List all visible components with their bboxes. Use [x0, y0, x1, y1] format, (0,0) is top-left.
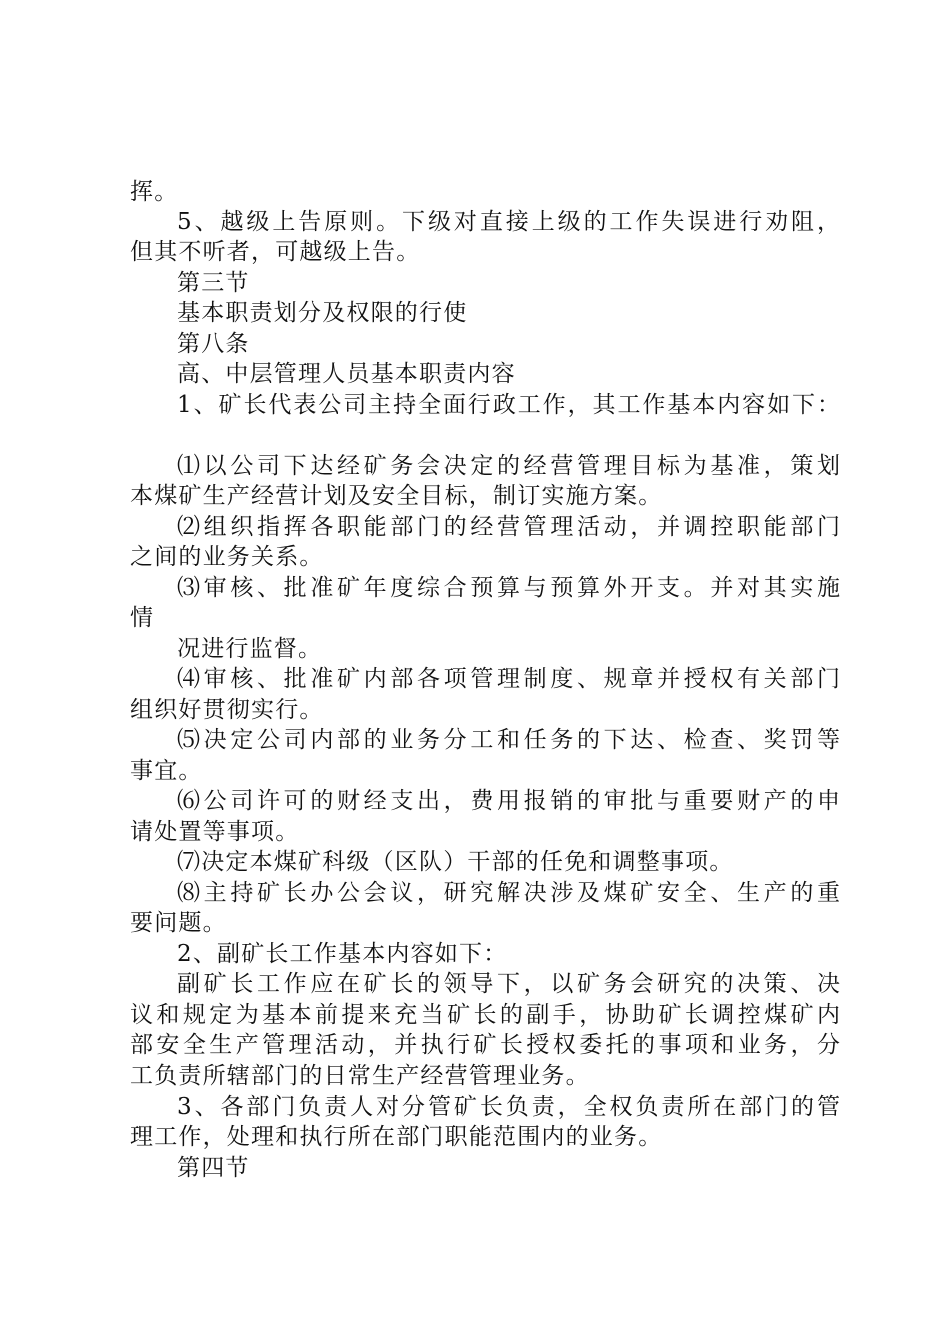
- list-item: ⑵组织指挥各职能部门的经营管理活动，并调控职能部门: [177, 514, 840, 540]
- section-title: 基本职责划分及权限的行使: [177, 300, 468, 326]
- list-item: ⑸决定公司内部的业务分工和任务的下达、检查、奖罚等: [177, 727, 840, 753]
- text-line: 挥。: [130, 179, 179, 205]
- list-item: ⑴以公司下达经矿务会决定的经营管理目标为基准，策划: [177, 453, 840, 479]
- text-line: 事宜。: [130, 758, 203, 784]
- text-line: 本煤矿生产经营计划及安全目标，制订实施方案。: [130, 483, 663, 509]
- section-heading: 第三节: [177, 270, 250, 296]
- text-line: 1、矿长代表公司主持全面行政工作，其工作基本内容如下：: [177, 392, 840, 418]
- text-line: 议和规定为基本前提来充当矿长的副手，协助矿长调控煤矿内: [130, 1002, 840, 1028]
- text-line: 情: [130, 605, 155, 631]
- text-line: 组织好贯彻实行。: [130, 697, 324, 723]
- list-item: ⑶审核、批准矿年度综合预算与预算外开支。并对其实施: [177, 575, 840, 601]
- text-line: 2、副矿长工作基本内容如下：: [177, 941, 508, 967]
- text-line: 部安全生产管理活动，并执行矿长授权委托的事项和业务，分: [130, 1032, 840, 1058]
- text-line: 副矿长工作应在矿长的领导下，以矿务会研究的决策、决: [177, 971, 840, 997]
- text-line: 况进行监督。: [177, 636, 323, 662]
- article-title: 高、中层管理人员基本职责内容: [177, 361, 516, 387]
- text-line: 工负责所辖部门的日常生产经营管理业务。: [130, 1063, 590, 1089]
- text-line: 3、各部门负责人对分管矿长负责，全权负责所在部门的管: [177, 1094, 840, 1120]
- list-item: ⑺决定本煤矿科级（区队）干部的任免和调整事项。: [177, 849, 734, 875]
- text-line: 要问题。: [130, 910, 227, 936]
- text-line: 之间的业务关系。: [130, 544, 324, 570]
- text-line: 5、越级上告原则。下级对直接上级的工作失误进行劝阻，: [177, 209, 840, 235]
- list-item: ⑷审核、批准矿内部各项管理制度、规章并授权有关部门: [177, 666, 840, 692]
- text-line: 请处置等事项。: [130, 819, 300, 845]
- text-line: 理工作，处理和执行所在部门职能范围内的业务。: [130, 1124, 663, 1150]
- text-line: 但其不听者，可越级上告。: [130, 239, 421, 265]
- article-heading: 第八条: [177, 331, 250, 357]
- list-item: ⑹公司许可的财经支出，费用报销的审批与重要财产的申: [177, 788, 840, 814]
- list-item: ⑻主持矿长办公会议，研究解决涉及煤矿安全、生产的重: [177, 880, 840, 906]
- section-heading: 第四节: [177, 1155, 250, 1181]
